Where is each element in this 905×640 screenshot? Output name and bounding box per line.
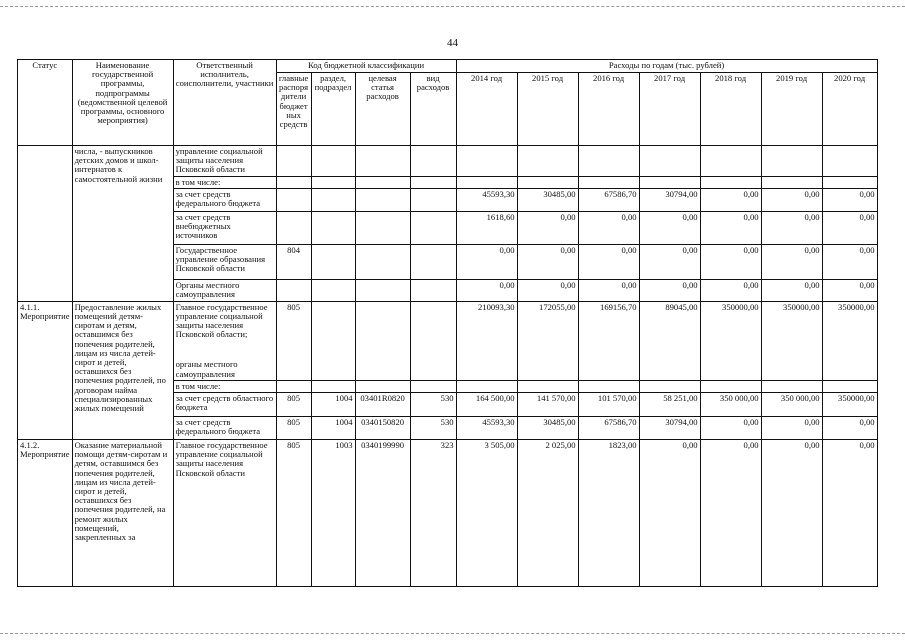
- target-cell: [355, 176, 410, 188]
- responsible-cell: Органы местного самоуправления: [173, 279, 276, 301]
- section-cell: [311, 211, 355, 244]
- type-cell: [410, 380, 456, 392]
- value-2017: 30794,00: [639, 416, 700, 439]
- value-2020: 0,00: [822, 439, 877, 586]
- section-cell: 1004: [311, 416, 355, 439]
- value-2020: [822, 176, 877, 188]
- header-year-2019: 2019 год: [761, 73, 822, 146]
- value-2015: 30485,00: [517, 188, 578, 211]
- target-cell: 03401R0820: [355, 392, 410, 416]
- value-2015: [517, 176, 578, 188]
- responsible-cell: за счет средств внебюджетных источников: [173, 211, 276, 244]
- value-2014: [456, 176, 517, 188]
- table-row: [18, 439, 878, 586]
- target-cell: 0340150820: [355, 416, 410, 439]
- grbs-cell: [276, 188, 311, 211]
- value-2018: 0,00: [700, 244, 761, 279]
- type-cell: [410, 244, 456, 279]
- status-cell: 4.1.2. Мероприятие: [18, 439, 73, 586]
- value-2018: [700, 146, 761, 177]
- value-2020: 0,00: [822, 188, 877, 211]
- type-cell: [410, 176, 456, 188]
- value-2019: 0,00: [761, 211, 822, 244]
- header-grbs: главные распоря дители бюджет ных средств: [276, 73, 311, 146]
- type-cell: [410, 301, 456, 380]
- type-cell: 530: [410, 392, 456, 416]
- value-2016: 101 570,00: [578, 392, 639, 416]
- responsible-cell: за счет средств федерального бюджета: [173, 188, 276, 211]
- value-2018: 350000,00: [700, 301, 761, 380]
- header-year-2014: 2014 год: [456, 73, 517, 146]
- header-section: раздел, подраздел: [311, 73, 355, 146]
- value-2020: 0,00: [822, 279, 877, 301]
- grbs-cell: 805: [276, 301, 311, 380]
- header-year-2017: 2017 год: [639, 73, 700, 146]
- grbs-cell: 805: [276, 439, 311, 586]
- header-program-name: Наименование государственной программы, подпрограммы (ведомственной целевой программы, основного мероприятия): [72, 60, 173, 146]
- type-cell: [410, 146, 456, 177]
- value-2020: 0,00: [822, 211, 877, 244]
- value-2016: 0,00: [578, 211, 639, 244]
- value-2018: 0,00: [700, 416, 761, 439]
- value-2014: 164 500,00: [456, 392, 517, 416]
- value-2019: 350000,00: [761, 301, 822, 380]
- section-cell: [311, 146, 355, 177]
- value-2020: 0,00: [822, 244, 877, 279]
- program-name-cell: Предоставление жилых помещений детям-сиротам и детям, оставшимся без попечения родителей, лицам из числа детей-сирот и детей, оставшихся без попечения родителей, по договорам найма специализированных жилых помещений: [72, 301, 173, 439]
- value-2014: 1618,60: [456, 211, 517, 244]
- type-cell: [410, 211, 456, 244]
- program-name-cell: Оказание материальной помощи детям-сиротам и детям, оставшимся без попечения родителей, лицам из числа детей-сирот и детей, оставшихся без попечения родителей, на ремонт жилых помещений, закрепленных за: [72, 439, 173, 586]
- value-2018: 0,00: [700, 211, 761, 244]
- value-2017: 30794,00: [639, 188, 700, 211]
- value-2016: 67586,70: [578, 416, 639, 439]
- section-cell: [311, 380, 355, 392]
- target-cell: [355, 301, 410, 380]
- header-budget-code: Код бюджетной классификации: [276, 60, 456, 73]
- value-2019: 0,00: [761, 188, 822, 211]
- type-cell: 323: [410, 439, 456, 586]
- value-2019: 350 000,00: [761, 392, 822, 416]
- responsible-cell: за счет средств федерального бюджета: [173, 416, 276, 439]
- value-2017: 58 251,00: [639, 392, 700, 416]
- scan-edge-top: [0, 6, 905, 7]
- target-cell: [355, 279, 410, 301]
- value-2015: [517, 380, 578, 392]
- value-2017: [639, 380, 700, 392]
- target-cell: [355, 146, 410, 177]
- value-2015: 0,00: [517, 244, 578, 279]
- value-2014: 45593,30: [456, 416, 517, 439]
- section-cell: [311, 176, 355, 188]
- grbs-cell: [276, 146, 311, 177]
- value-2014: 0,00: [456, 279, 517, 301]
- section-cell: 1003: [311, 439, 355, 586]
- value-2018: 0,00: [700, 279, 761, 301]
- value-2018: [700, 176, 761, 188]
- value-2015: 30485,00: [517, 416, 578, 439]
- value-2015: 0,00: [517, 279, 578, 301]
- responsible-cell: в том числе:: [173, 176, 276, 188]
- value-2017: 0,00: [639, 211, 700, 244]
- value-2016: [578, 380, 639, 392]
- grbs-cell: [276, 176, 311, 188]
- value-2018: 0,00: [700, 439, 761, 586]
- value-2017: 0,00: [639, 439, 700, 586]
- section-cell: [311, 244, 355, 279]
- status-cell: 4.1.1. Мероприятие: [18, 301, 73, 439]
- grbs-cell: [276, 380, 311, 392]
- value-2016: 169156,70: [578, 301, 639, 380]
- responsible-cell: управление социальной защиты населения Псковской области: [173, 146, 276, 177]
- value-2020: 350000,00: [822, 301, 877, 380]
- value-2015: [517, 146, 578, 177]
- value-2019: 0,00: [761, 279, 822, 301]
- header-year-2020: 2020 год: [822, 73, 877, 146]
- section-cell: [311, 301, 355, 380]
- value-2016: [578, 176, 639, 188]
- value-2019: 0,00: [761, 416, 822, 439]
- page-number: 44: [447, 37, 458, 49]
- value-2019: 0,00: [761, 244, 822, 279]
- value-2018: 350 000,00: [700, 392, 761, 416]
- value-2015: 141 570,00: [517, 392, 578, 416]
- responsible-cell: Главное государственное управление социальной защиты населения Псковской области: [173, 439, 276, 586]
- responsible-cell: органы местного самоуправления: [173, 359, 276, 380]
- value-2017: 0,00: [639, 244, 700, 279]
- target-cell: [355, 380, 410, 392]
- value-2019: [761, 146, 822, 177]
- program-name-cell: числа, - выпускников детских домов и школ-интернатов к самостоятельной жизни: [72, 146, 173, 302]
- section-cell: [311, 188, 355, 211]
- responsible-cell: Главное государственное управление социальной защиты населения Псковской области;: [173, 301, 276, 359]
- section-cell: 1004: [311, 392, 355, 416]
- target-cell: [355, 211, 410, 244]
- value-2020: 0,00: [822, 416, 877, 439]
- value-2019: 0,00: [761, 439, 822, 586]
- header-year-2015: 2015 год: [517, 73, 578, 146]
- value-2015: 2 025,00: [517, 439, 578, 586]
- value-2014: 45593,30: [456, 188, 517, 211]
- value-2016: [578, 146, 639, 177]
- grbs-cell: 805: [276, 416, 311, 439]
- value-2015: 0,00: [517, 211, 578, 244]
- value-2016: 0,00: [578, 279, 639, 301]
- value-2016: 67586,70: [578, 188, 639, 211]
- table-row: [18, 301, 878, 359]
- value-2014: [456, 146, 517, 177]
- header-expense-type: вид расходов: [410, 73, 456, 146]
- budget-table: [17, 59, 878, 587]
- value-2015: 172055,00: [517, 301, 578, 380]
- header-status: Статус: [18, 60, 73, 146]
- value-2014: [456, 380, 517, 392]
- value-2014: 0,00: [456, 244, 517, 279]
- grbs-cell: 805: [276, 392, 311, 416]
- value-2020: 350000,00: [822, 392, 877, 416]
- responsible-cell: за счет средств областного бюджета: [173, 392, 276, 416]
- value-2016: 1823,00: [578, 439, 639, 586]
- target-cell: 0340199990: [355, 439, 410, 586]
- status-cell-empty: [18, 146, 73, 302]
- type-cell: [410, 188, 456, 211]
- value-2020: [822, 146, 877, 177]
- value-2018: [700, 380, 761, 392]
- header-responsible: Ответственный исполнитель, соисполнители, участники: [173, 60, 276, 146]
- target-cell: [355, 188, 410, 211]
- grbs-cell: 804: [276, 244, 311, 279]
- value-2017: [639, 146, 700, 177]
- header-target-item: целевая статья расходов: [355, 73, 410, 146]
- value-2017: 0,00: [639, 279, 700, 301]
- type-cell: 530: [410, 416, 456, 439]
- value-2018: 0,00: [700, 188, 761, 211]
- header-year-2016: 2016 год: [578, 73, 639, 146]
- type-cell: [410, 279, 456, 301]
- value-2016: 0,00: [578, 244, 639, 279]
- responsible-cell: Государственное управление образования Псковской области: [173, 244, 276, 279]
- scan-edge-bottom: [0, 633, 905, 634]
- grbs-cell: [276, 211, 311, 244]
- table-row: [18, 146, 878, 177]
- value-2014: 210093,30: [456, 301, 517, 380]
- responsible-cell: в том числе:: [173, 380, 276, 392]
- value-2019: [761, 176, 822, 188]
- value-2019: [761, 380, 822, 392]
- value-2017: [639, 176, 700, 188]
- section-cell: [311, 279, 355, 301]
- target-cell: [355, 244, 410, 279]
- value-2017: 89045,00: [639, 301, 700, 380]
- value-2014: 3 505,00: [456, 439, 517, 586]
- header-expenses: Расходы по годам (тыс. рублей): [456, 60, 877, 73]
- value-2020: [822, 380, 877, 392]
- header-row-1: [18, 60, 878, 73]
- grbs-cell: [276, 279, 311, 301]
- header-year-2018: 2018 год: [700, 73, 761, 146]
